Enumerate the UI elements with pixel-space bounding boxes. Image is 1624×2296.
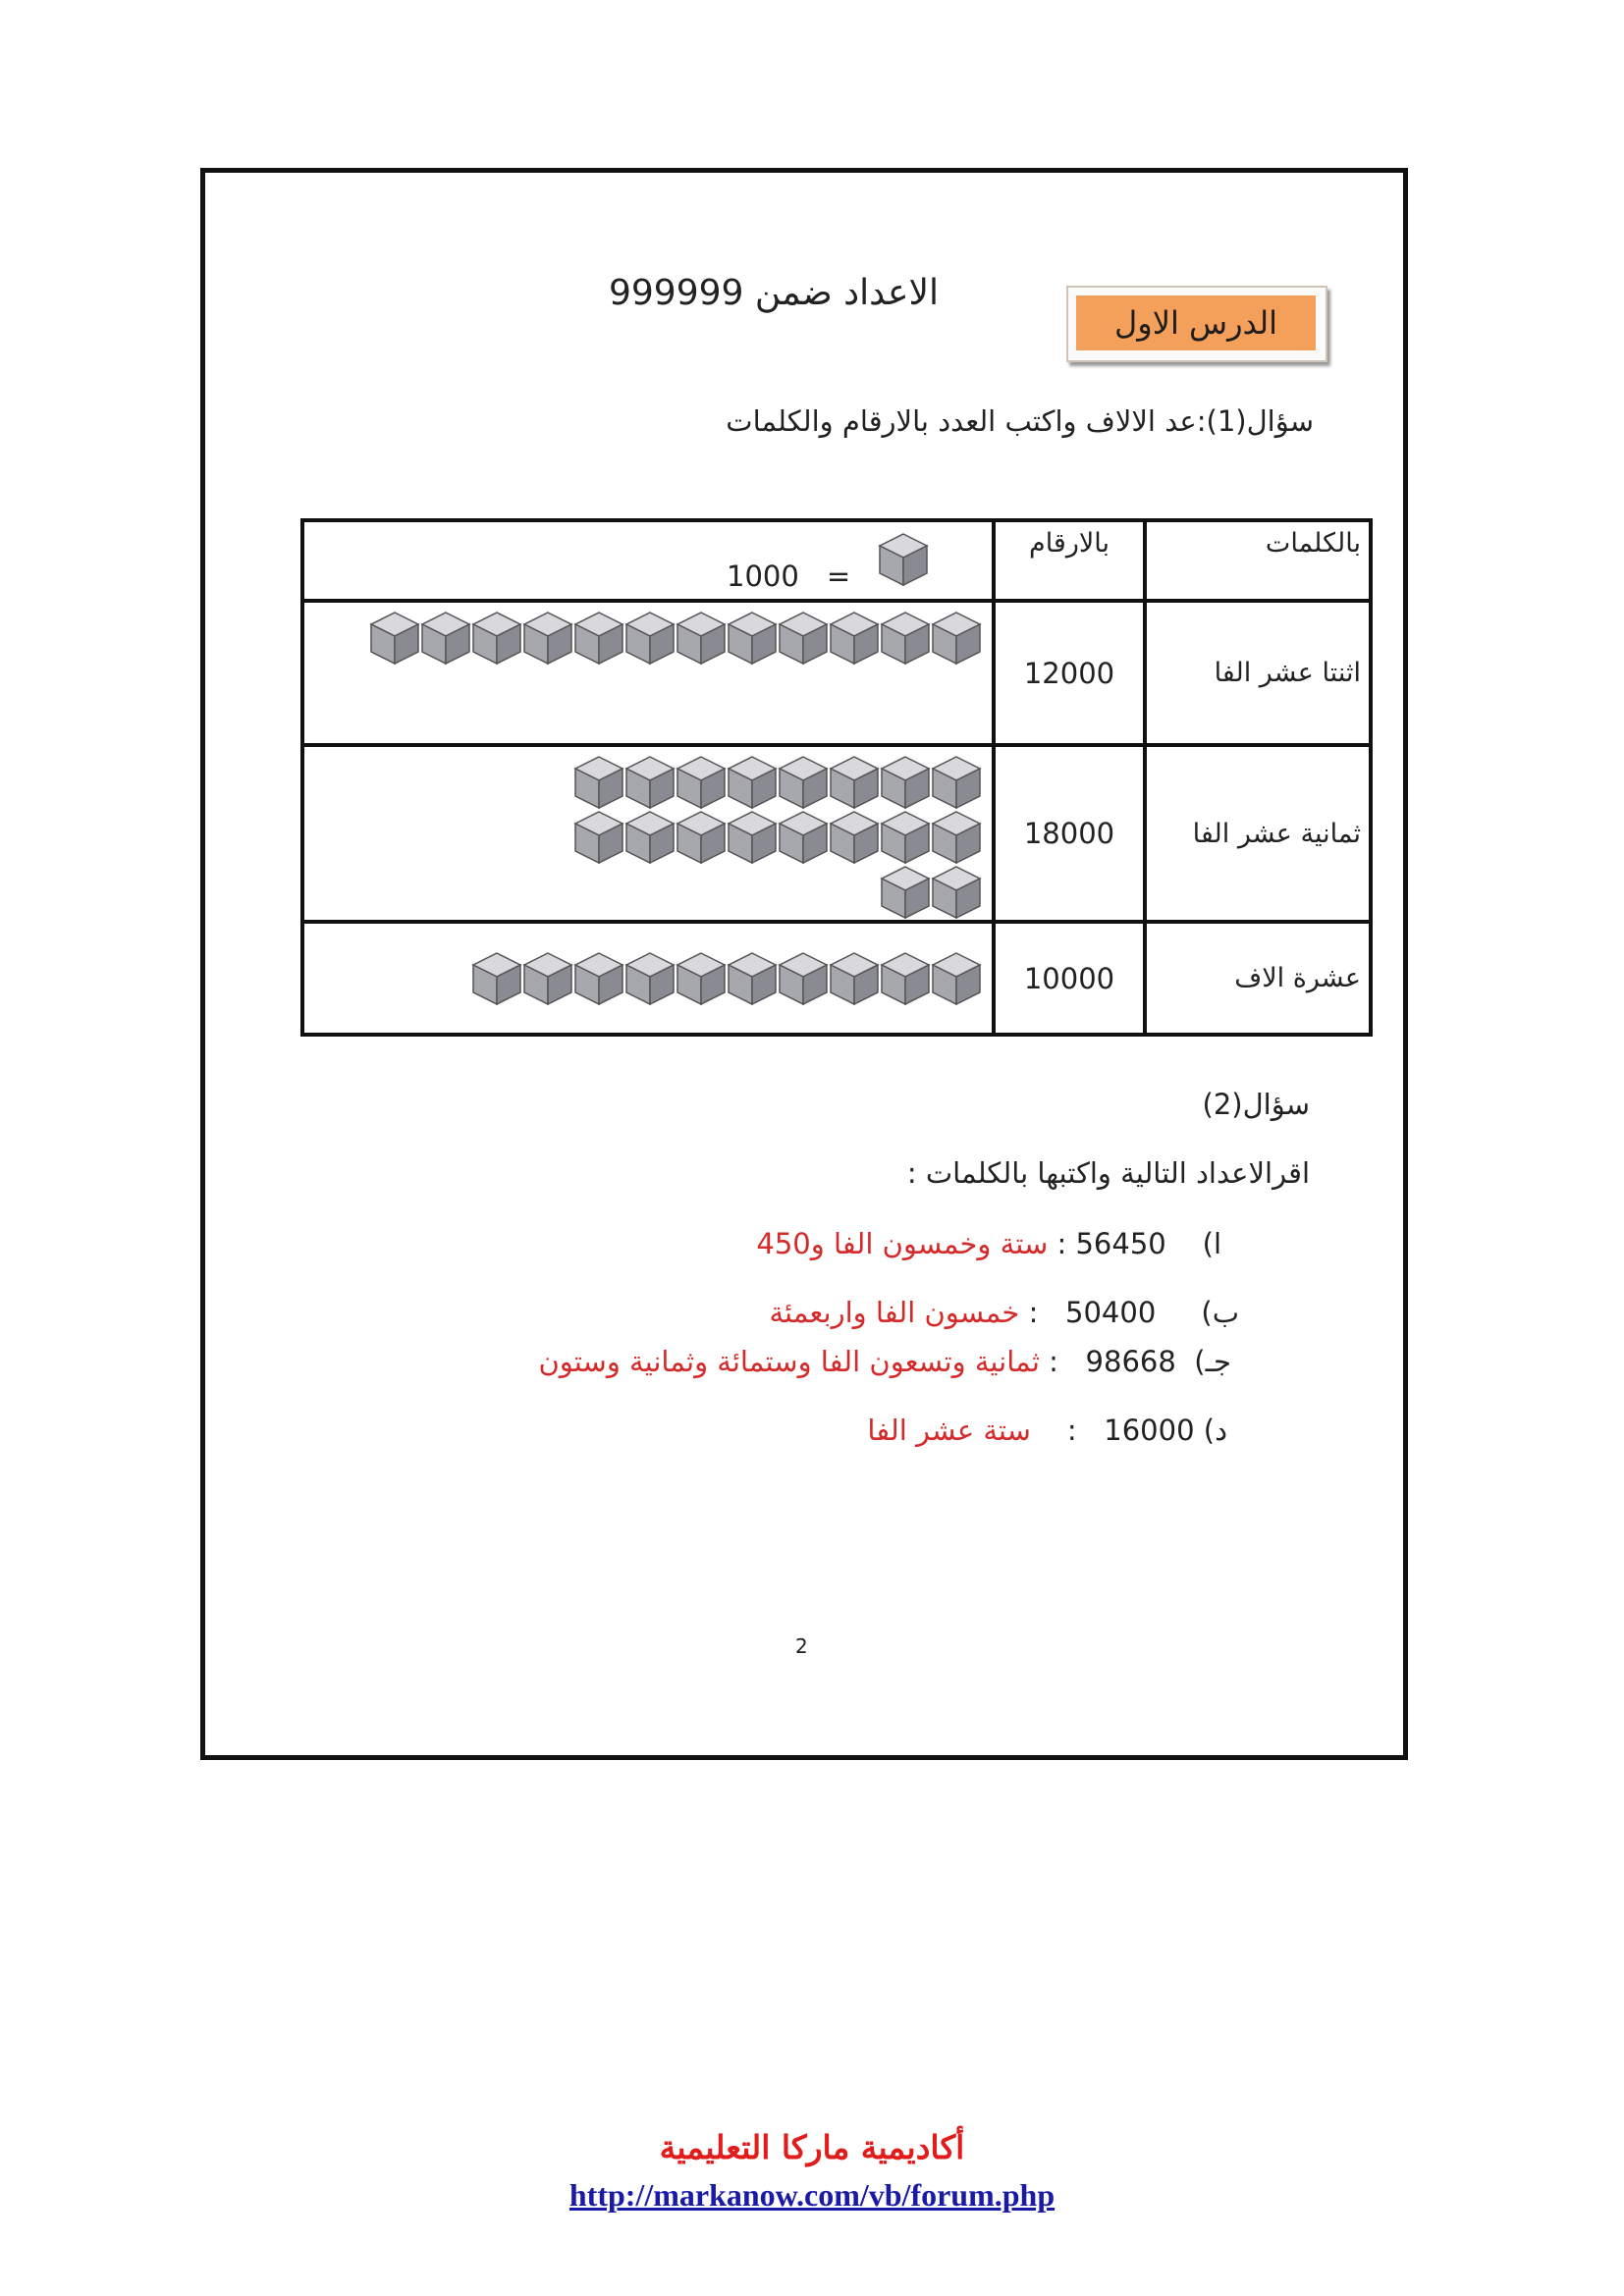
row-words: اثنتا عشر الفا [1145, 601, 1371, 745]
cube-icon [624, 611, 676, 666]
page-number: 2 [795, 1634, 808, 1658]
lesson-label: الدرس الاول [1076, 295, 1316, 350]
cube-icon [880, 810, 931, 865]
cube-icon [829, 810, 880, 865]
list-item [769, 1296, 1239, 1329]
item-answer: ثمانية وتسعون الفا وستمائة وثمانية وستون [538, 1345, 1040, 1378]
cube-icon [676, 755, 727, 810]
lesson-label-box [1066, 286, 1327, 362]
table-row [302, 922, 1371, 1035]
cube-icon [829, 951, 880, 1006]
cube-icon [522, 951, 573, 1006]
table-row [302, 601, 1371, 745]
cubes-group [304, 951, 992, 1006]
cube-icon [931, 810, 982, 865]
cube-icon [778, 611, 829, 666]
footer-url-link[interactable]: http://markanow.com/vb/forum.php [568, 2177, 1056, 2213]
question-2: سؤال(2) [1202, 1088, 1310, 1121]
counting-table [300, 518, 1373, 1037]
cube-icon [573, 810, 624, 865]
cube-icon [573, 951, 624, 1006]
row-number: 10000 [994, 922, 1145, 1035]
row-number: 18000 [994, 745, 1145, 922]
cube-icon [727, 951, 778, 1006]
cube-icon [573, 611, 624, 666]
table-row [302, 745, 1371, 922]
cubes-group [304, 747, 992, 920]
cubes-cell [302, 601, 994, 745]
cube-icon [420, 611, 471, 666]
cube-icon [931, 611, 982, 666]
cube-icon [676, 951, 727, 1006]
cube-icon [778, 951, 829, 1006]
key-value: 1000 [727, 560, 799, 593]
cubes-cell [302, 745, 994, 922]
cube-icon [778, 755, 829, 810]
item-number: 16000 [1104, 1414, 1195, 1447]
header-words: بالكلمات [1145, 520, 1371, 601]
item-separator: : [1049, 1345, 1058, 1378]
key-cell [302, 520, 994, 601]
cube-icon [573, 755, 624, 810]
item-letter: د) [1203, 1414, 1227, 1447]
item-letter: ا) [1202, 1227, 1221, 1260]
list-item [867, 1414, 1227, 1447]
cube-icon [676, 611, 727, 666]
row-words: عشرة الاف [1145, 922, 1371, 1035]
cube-icon [880, 865, 931, 920]
cube-icon [880, 951, 931, 1006]
item-separator: : [1066, 1414, 1077, 1447]
cube-icon [829, 611, 880, 666]
cube-icon [727, 611, 778, 666]
page-title: الاعداد ضمن 999999 [609, 273, 940, 313]
cube-icon [880, 611, 931, 666]
row-words: ثمانية عشر الفا [1145, 745, 1371, 922]
item-separator: : [1056, 1227, 1067, 1260]
question-1: سؤال(1):عد الالاف واكتب العدد بالارقام والكلمات [726, 404, 1314, 438]
list-item [756, 1227, 1221, 1260]
cube-icon [727, 755, 778, 810]
cube-key [727, 532, 929, 593]
cube-icon [931, 865, 982, 920]
cubes-group [304, 603, 992, 666]
item-answer: خمسون الفا واربعمئة [769, 1296, 1020, 1329]
cube-icon [878, 532, 929, 587]
header-numbers: بالارقام [994, 520, 1145, 601]
item-number: 56450 [1075, 1227, 1166, 1260]
cube-icon [624, 810, 676, 865]
cube-icon [624, 951, 676, 1006]
cube-icon [931, 951, 982, 1006]
item-number: 98668 [1085, 1345, 1176, 1378]
cube-icon [829, 755, 880, 810]
row-number: 12000 [994, 601, 1145, 745]
cube-icon [727, 810, 778, 865]
cube-icon [880, 755, 931, 810]
question-2-instruction: اقرالاعداد التالية واكتبها بالكلمات : [906, 1156, 1310, 1190]
cube-icon [624, 755, 676, 810]
table-header-row [302, 520, 1371, 601]
key-equals: = [826, 560, 851, 593]
item-answer: ستة عشر الفا [867, 1414, 1031, 1447]
cube-icon [369, 611, 420, 666]
cube-icon [778, 810, 829, 865]
item-answer: ستة وخمسون الفا و450 [756, 1227, 1049, 1260]
cube-icon [522, 611, 573, 666]
cube-icon [676, 810, 727, 865]
item-number: 50400 [1065, 1296, 1157, 1329]
item-separator: : [1028, 1296, 1039, 1329]
cube-icon [931, 755, 982, 810]
footer-academy: أكاديمية ماركا التعليمية [659, 2128, 965, 2166]
cube-icon [471, 951, 522, 1006]
item-letter: جـ) [1194, 1345, 1231, 1378]
cubes-cell [302, 922, 994, 1035]
list-item [538, 1345, 1231, 1378]
item-letter: ب) [1201, 1296, 1239, 1329]
cube-icon [471, 611, 522, 666]
